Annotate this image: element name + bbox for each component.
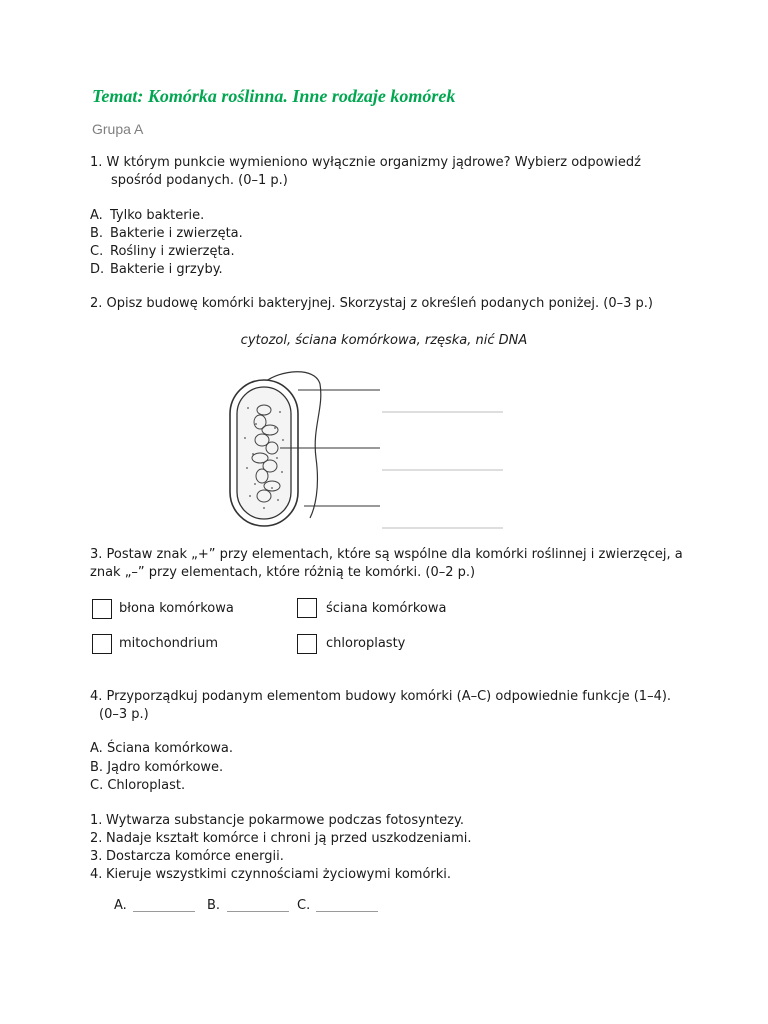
checkbox-label: błona komórkowa [119, 601, 234, 616]
element-text: Ściana komórkowa. [106, 741, 233, 756]
function-number: 1. [90, 813, 103, 828]
q4-element-a [90, 740, 233, 758]
checkbox-cell-membrane[interactable] [92, 599, 112, 619]
cell-membrane-shape [237, 387, 291, 519]
q1-option-b[interactable] [90, 225, 243, 243]
function-text: Nadaje kształt komórce i chroni ją przed uszkodzeniami. [106, 831, 472, 846]
option-letter: C. [90, 244, 104, 259]
option-letter: B. [90, 226, 104, 241]
q1-option-c[interactable] [90, 243, 235, 261]
checkbox-chloroplasts[interactable] [297, 634, 317, 654]
element-letter: C. [90, 778, 104, 793]
element-letter: B. [90, 760, 104, 775]
answer-label-c: C. [297, 898, 311, 913]
q4-function-1 [90, 812, 464, 830]
function-number: 4. [90, 867, 103, 882]
function-text: Kieruje wszystkimi czynnościami życiowymi komórki. [106, 867, 452, 882]
answer-blank-b[interactable] [227, 911, 289, 912]
q3-prompt-line1: 3. Postaw znak „+” przy elementach, które są wspólne dla komórki roślinnej i zwierzęcej, a [90, 547, 683, 562]
q1-prompt-line1: 1. W którym punkcie wymieniono wyłącznie organizmy jądrowe? Wybierz odpowiedź [90, 155, 641, 170]
checkbox-cell-wall[interactable] [297, 598, 317, 618]
q2-prompt: 2. Opisz budowę komórki bakteryjnej. Skorzystaj z określeń podanych poniżej. (0–3 p.) [90, 296, 653, 311]
bacterium-diagram [220, 368, 520, 530]
function-text: Dostarcza komórce energii. [106, 849, 284, 864]
answer-label-a: A. [114, 898, 127, 913]
checkbox-label: mitochondrium [119, 636, 219, 651]
q1-prompt-line2: spośród podanych. (0–1 p.) [111, 173, 288, 188]
function-text: Wytwarza substancje pokarmowe podczas fotosyntezy. [106, 813, 464, 828]
function-number: 2. [90, 831, 103, 846]
q4-function-3 [90, 848, 284, 866]
answer-blank-a[interactable] [133, 911, 195, 912]
checkbox-label: ściana komórkowa [326, 601, 447, 616]
q2-terms: cytozol, ściana komórkowa, rzęska, nić DNA [240, 333, 528, 348]
element-text: Chloroplast. [107, 778, 186, 793]
q4-element-b [90, 759, 223, 777]
option-text: Bakterie i zwierzęta. [110, 226, 243, 241]
element-text: Jądro komórkowe. [107, 760, 224, 775]
q4-function-2 [90, 830, 472, 848]
q4-prompt-line2: (0–3 p.) [99, 707, 149, 722]
element-letter: A. [90, 741, 103, 756]
q4-prompt-line1: 4. Przyporządkuj podanym elementom budowy komórki (A–C) odpowiednie funkcje (1–4). [90, 689, 672, 704]
q4-function-4 [90, 866, 451, 884]
option-text: Rośliny i zwierzęta. [110, 244, 235, 259]
group-label: Grupa A [92, 121, 144, 137]
option-letter: A. [90, 208, 103, 223]
option-text: Bakterie i grzyby. [110, 262, 223, 277]
function-number: 3. [90, 849, 103, 864]
answer-label-b: B. [207, 898, 221, 913]
checkbox-label: chloroplasty [326, 636, 406, 651]
option-text: Tylko bakterie. [110, 208, 205, 223]
q3-prompt-line2: znak „–” przy elementach, które różnią te komórki. (0–2 p.) [90, 565, 476, 580]
q4-element-c [90, 777, 185, 795]
q1-option-a[interactable] [90, 207, 204, 225]
q1-option-d[interactable] [90, 261, 223, 279]
answer-blank-c[interactable] [316, 911, 378, 912]
checkbox-mitochondrium[interactable] [92, 634, 112, 654]
option-letter: D. [90, 262, 105, 277]
page-title: Temat: Komórka roślinna. Inne rodzaje komórek [92, 86, 456, 106]
